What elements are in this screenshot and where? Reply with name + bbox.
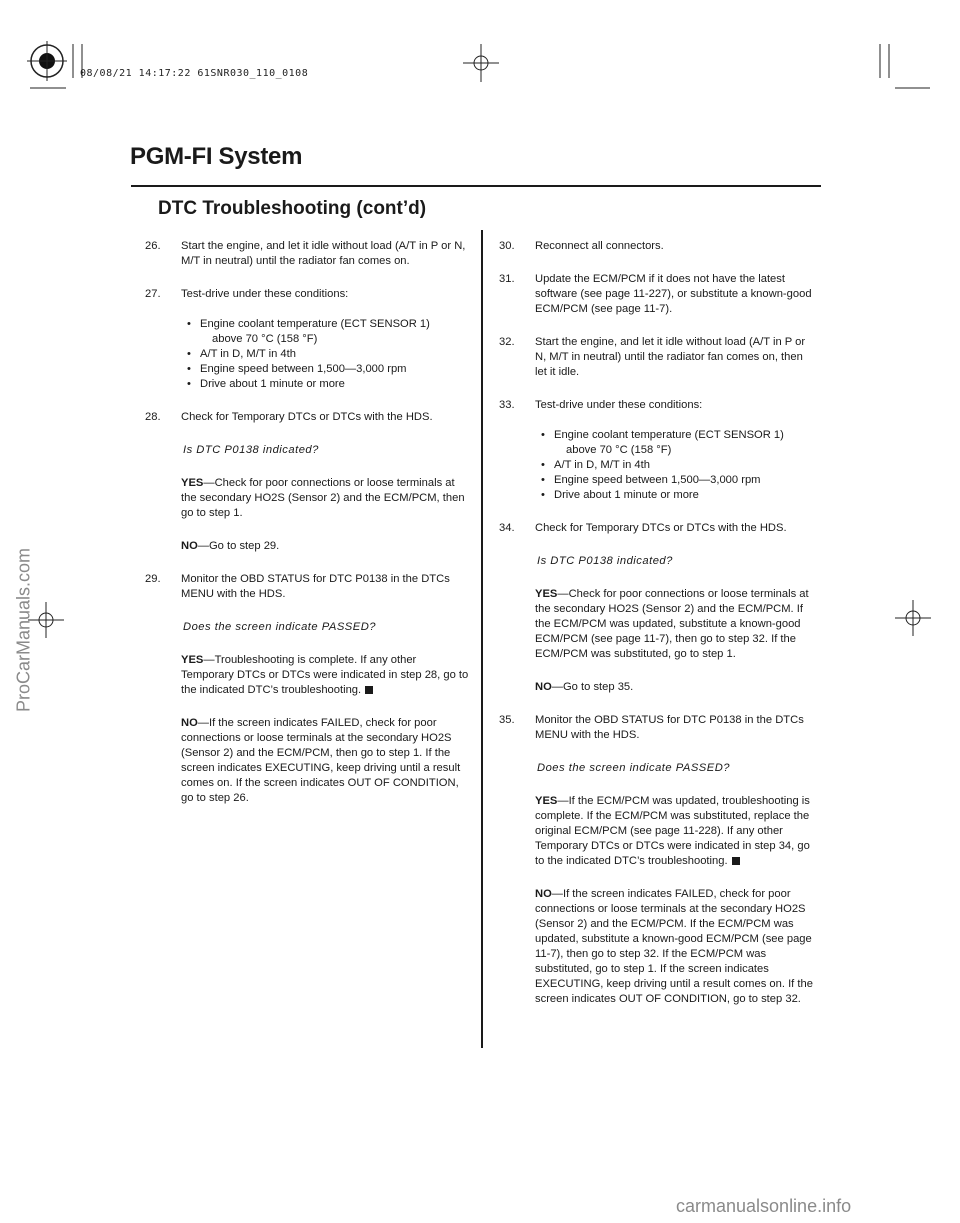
question: Is DTC P0138 indicated? — [537, 555, 673, 567]
step-34 — [499, 521, 814, 536]
step-text: Monitor the OBD STATUS for DTC P0138 in the DTCs MENU with the HDS. — [535, 714, 804, 741]
answer-text: Go to step 29. — [208, 540, 280, 552]
no-label: NO — — [535, 681, 563, 693]
condition-item: • Engine coolant temperature (ECT SENSOR 1) above 70 °C (158 °F) — [184, 317, 470, 347]
no-answer — [145, 539, 470, 554]
no-answer — [145, 716, 470, 806]
step-number: 34. — [499, 522, 515, 534]
crop-mark-top-right-icon — [880, 44, 930, 88]
title-rule — [131, 185, 821, 187]
step-number: 32. — [499, 336, 515, 348]
end-of-procedure-icon — [365, 686, 373, 694]
condition-item: • Drive about 1 minute or more — [538, 488, 814, 503]
condition-item: • A/T in D, M/T in 4th — [538, 458, 814, 473]
column-divider — [481, 230, 483, 1048]
right-column — [499, 239, 814, 1007]
answer-text: If the screen indicates FAILED, check for poor connections or loose terminals at the secondary HO2S (Sensor 2) and the ECM/PCM. If the ECM/PCM was updated, substitute a known-good ECM/PCM (see page 11-7), then go to step 32. If the ECM/PCM was substituted, go to step 1. If the screen indicates EXECUTING, keep driving until a result comes on. If the screen indicates OUT OF CONDITION, go to step 32. — [535, 888, 813, 1005]
condition-item: • A/T in D, M/T in 4th — [184, 347, 470, 362]
no-label: NO — — [181, 717, 209, 729]
no-answer — [499, 680, 814, 695]
step-text: Test-drive under these conditions: — [535, 399, 703, 411]
crosshair-right-icon — [895, 600, 931, 636]
yes-label: YES — — [181, 654, 215, 666]
step-text: Monitor the OBD STATUS for DTC P0138 in the DTCs MENU with the HDS. — [181, 573, 450, 600]
condition-item: • Engine coolant temperature (ECT SENSOR 1) above 70 °C (158 °F) — [538, 428, 814, 458]
step-31 — [499, 272, 814, 317]
step-28 — [145, 410, 470, 425]
step-29 — [145, 572, 470, 602]
step-number: 35. — [499, 714, 515, 726]
step-number: 28. — [145, 411, 161, 423]
yes-answer — [145, 653, 470, 698]
answer-text: Check for poor connections or loose terminals at the secondary HO2S (Sensor 2) and the ECM/PCM, then go to step 1. — [181, 477, 465, 519]
step-35 — [499, 713, 814, 743]
watermark-left: ProCarManuals.com — [13, 547, 34, 713]
condition-item: • Engine speed between 1,500—3,000 rpm — [538, 473, 814, 488]
end-of-procedure-icon — [732, 857, 740, 865]
section-title: PGM-FI System — [130, 143, 303, 170]
step-33 — [499, 398, 814, 413]
step-number: 27. — [145, 288, 161, 300]
step-number: 33. — [499, 399, 515, 411]
answer-text: If the ECM/PCM was updated, troubleshooting is complete. If the ECM/PCM was substituted, replace the original ECM/PCM (see page 11-228). If any other Temporary DTCs or DTCs were indicated in step 34, go to the indicated DTC’s troubleshooting. — [535, 795, 810, 867]
crosshair-top-icon — [463, 44, 499, 82]
step-text: Test-drive under these conditions: — [181, 288, 349, 300]
question: Does the screen indicate PASSED? — [537, 762, 731, 774]
step-text: Start the engine, and let it idle without load (A/T in P or N, M/T in neutral) until the radiator fan comes on. — [181, 240, 466, 267]
condition-item: • Drive about 1 minute or more — [184, 377, 470, 392]
no-label: NO — — [535, 888, 563, 900]
print-timestamp: 08/08/21 14:17:22 61SNR030_110_0108 — [80, 68, 309, 79]
yes-label: YES — — [535, 588, 569, 600]
answer-text: If the screen indicates FAILED, check for poor connections or loose terminals at the secondary HO2S (Sensor 2) and the ECM/PCM, then go to step 1. If the screen indicates EXECUTING, keep driving until a result comes on. If the screen indicates OUT OF CONDITION, go to step 26. — [181, 717, 461, 804]
step-number: 26. — [145, 240, 161, 252]
step-text: Check for Temporary DTCs or DTCs with the HDS. — [535, 522, 787, 534]
step-text: Check for Temporary DTCs or DTCs with the HDS. — [181, 411, 433, 423]
left-column — [145, 239, 470, 806]
step-number: 29. — [145, 573, 161, 585]
question: Is DTC P0138 indicated? — [183, 444, 319, 456]
watermark-bottom: carmanualsonline.info — [676, 1196, 852, 1216]
answer-text: Go to step 35. — [562, 681, 634, 693]
step-text: Start the engine, and let it idle without load (A/T in P or N, M/T in neutral) until the radiator fan comes on, then let it idle. — [535, 336, 806, 378]
step-text: Reconnect all connectors. — [535, 240, 664, 252]
registration-target-icon — [27, 41, 67, 81]
step-27 — [145, 287, 470, 302]
step-text: Update the ECM/PCM if it does not have the latest software (see page 11-227), or substitute a known-good ECM/PCM (see page 11-7). — [535, 273, 812, 315]
yes-label: YES — — [535, 795, 569, 807]
step-26 — [145, 239, 470, 269]
yes-answer — [499, 587, 814, 662]
crop-mark-top-left-icon — [30, 44, 82, 88]
answer-text: Troubleshooting is complete. If any other Temporary DTCs or DTCs were indicated in step 28, go to the indicated DTC’s troubleshooting. — [181, 654, 469, 696]
yes-answer — [145, 476, 470, 521]
no-answer — [499, 887, 814, 1007]
step-number: 30. — [499, 240, 515, 252]
page-subtitle: DTC Troubleshooting (cont’d) — [158, 198, 427, 219]
answer-text: Check for poor connections or loose terminals at the secondary HO2S (Sensor 2) and the ECM/PCM. If the ECM/PCM was updated, substitute a known-good ECM/PCM (see page 11-7), then go to step 32. If the ECM/PCM was substituted, go to step 1. — [535, 588, 809, 660]
no-label: NO — — [181, 540, 209, 552]
yes-answer — [499, 794, 814, 869]
step-30 — [499, 239, 814, 254]
step-number: 31. — [499, 273, 515, 285]
condition-item: • Engine speed between 1,500—3,000 rpm — [184, 362, 470, 377]
yes-label: YES — — [181, 477, 215, 489]
question: Does the screen indicate PASSED? — [183, 621, 377, 633]
step-32 — [499, 335, 814, 380]
